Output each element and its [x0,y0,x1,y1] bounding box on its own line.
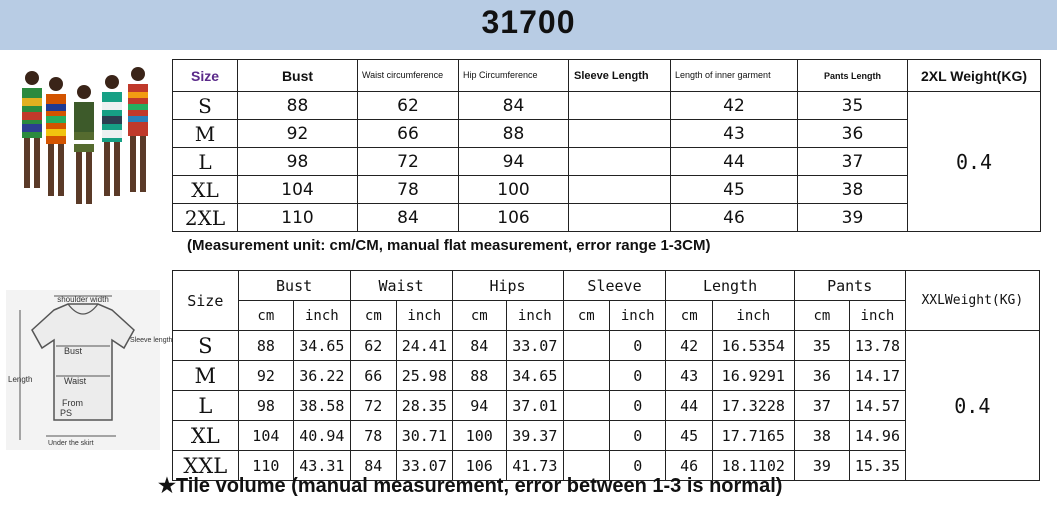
length-cm-cell: 44 [666,391,712,421]
length-inch-cell: 18.1102 [712,451,794,481]
bust-cm-cell: 98 [238,391,294,421]
diagram-label-ps: PS [60,408,73,418]
pants-cm-cell: 38 [794,421,850,451]
bust-inch-cell: 36.22 [294,361,351,391]
pants-cell: 36 [798,120,908,148]
sleeve-cell [569,204,671,232]
unit-inch: inch [850,301,906,331]
table1-header-pants: Pants Length [798,60,908,92]
length-cm-cell: 45 [666,421,712,451]
table2-header-size: Size [173,271,239,331]
diagram-label-sleeve: Sleeve length [130,337,173,344]
length-cell: 45 [671,176,798,204]
pants-inch-cell: 14.96 [850,421,906,451]
waist-cell: 66 [358,120,459,148]
hips-inch-cell: 33.07 [507,331,564,361]
unit-cm: cm [238,301,294,331]
table2-header-hips: Hips [452,271,563,301]
pants-cm-cell: 35 [794,331,850,361]
size-cell: XXL [173,451,239,481]
models-photo-illustration [14,60,154,232]
weight-cell: 0.4 [905,331,1039,481]
sleeve-cm-cell [563,391,609,421]
bust-cell: 92 [238,120,358,148]
product-code-title: 31700 [481,4,576,40]
bust-inch-cell: 43.31 [294,451,351,481]
table2-header-bust: Bust [238,271,350,301]
waist-inch-cell: 30.71 [397,421,453,451]
size-cell: M [173,361,239,391]
diagram-label-shoulder: shoulder width [57,295,109,304]
pants-inch-cell: 15.35 [850,451,906,481]
pants-cm-cell: 37 [794,391,850,421]
pants-inch-cell: 14.17 [850,361,906,391]
sleeve-inch-cell: 0 [609,451,666,481]
size-chart-cm [172,59,1041,232]
sleeve-cm-cell [563,421,609,451]
table2-header-weight: XXLWeight(KG) [905,271,1039,331]
pants-cell: 38 [798,176,908,204]
length-cell: 42 [671,92,798,120]
table1-header-row [173,60,1041,92]
bust-inch-cell: 34.65 [294,331,351,361]
hip-cell: 94 [459,148,569,176]
hips-inch-cell: 37.01 [507,391,564,421]
waist-cm-cell: 62 [350,331,396,361]
table1-header-sleeve: Sleeve Length [569,60,671,92]
unit-inch: inch [712,301,794,331]
sleeve-inch-cell: 0 [609,391,666,421]
diagram-label-length: Length [8,375,33,384]
hips-cm-cell: 100 [452,421,507,451]
table-row [173,331,1040,361]
hip-cell: 106 [459,204,569,232]
pants-cell: 39 [798,204,908,232]
table2-body [173,331,1040,481]
unit-inch: inch [397,301,453,331]
unit-cm: cm [666,301,712,331]
size-chart-cm-inch [172,270,1040,481]
garment-diagram [6,290,173,450]
measurement-note: (Measurement unit: cm/CM, manual flat measurement, error range 1-3CM) [187,237,711,254]
table1-header-hip: Hip Circumference [459,60,569,92]
unit-inch: inch [507,301,564,331]
sleeve-cell [569,148,671,176]
waist-cell: 78 [358,176,459,204]
waist-inch-cell: 28.35 [397,391,453,421]
hips-cm-cell: 84 [452,331,507,361]
length-inch-cell: 16.9291 [712,361,794,391]
size-cell: S [173,92,238,120]
hip-cell: 100 [459,176,569,204]
hips-inch-cell: 39.37 [507,421,564,451]
size-cell: L [173,391,239,421]
table1-header-size: Size [173,60,238,92]
hips-inch-cell: 34.65 [507,361,564,391]
hips-cm-cell: 88 [452,361,507,391]
sleeve-inch-cell: 0 [609,331,666,361]
length-inch-cell: 17.7165 [712,421,794,451]
size-cell: S [173,331,239,361]
diagram-label-bust: Bust [64,346,83,356]
table1-header-length: Length of inner garment [671,60,798,92]
size-cell: M [173,120,238,148]
hips-inch-cell: 41.73 [507,451,564,481]
waist-inch-cell: 25.98 [397,361,453,391]
pants-cm-cell: 36 [794,361,850,391]
table2-header-pants: Pants [794,271,905,301]
waist-cell: 62 [358,92,459,120]
sleeve-inch-cell: 0 [609,421,666,451]
bust-cell: 88 [238,92,358,120]
diagram-label-waist: Waist [64,376,87,386]
hips-cm-cell: 106 [452,451,507,481]
table2-header-length: Length [666,271,794,301]
waist-cm-cell: 78 [350,421,396,451]
waist-cell: 84 [358,204,459,232]
hip-cell: 84 [459,92,569,120]
bust-cell: 104 [238,176,358,204]
sleeve-cell [569,120,671,148]
table1-header-waist: Waist circumference [358,60,459,92]
bust-cm-cell: 110 [238,451,294,481]
bust-cm-cell: 88 [238,331,294,361]
length-inch-cell: 16.5354 [712,331,794,361]
waist-cm-cell: 66 [350,361,396,391]
waist-inch-cell: 33.07 [397,451,453,481]
sleeve-cm-cell [563,361,609,391]
table2-header-sleeve: Sleeve [563,271,666,301]
pants-inch-cell: 13.78 [850,331,906,361]
sleeve-inch-cell: 0 [609,361,666,391]
waist-inch-cell: 24.41 [397,331,453,361]
unit-inch: inch [609,301,666,331]
length-cell: 44 [671,148,798,176]
pants-cell: 37 [798,148,908,176]
hips-cm-cell: 94 [452,391,507,421]
table1-header-bust: Bust [238,60,358,92]
table1-header-weight: 2XL Weight(KG) [908,60,1041,92]
length-cell: 46 [671,204,798,232]
waist-cell: 72 [358,148,459,176]
diagram-label-skirt: Under the skirt [48,440,94,447]
unit-cm: cm [452,301,507,331]
sleeve-cm-cell [563,331,609,361]
size-cell: L [173,148,238,176]
garment-outline-illustration [6,290,173,450]
sleeve-cell [569,176,671,204]
hip-cell: 88 [459,120,569,148]
pants-cm-cell: 39 [794,451,850,481]
length-cm-cell: 43 [666,361,712,391]
length-cm-cell: 42 [666,331,712,361]
sleeve-cell [569,92,671,120]
bust-cell: 110 [238,204,358,232]
size-cell: XL [173,421,239,451]
table-row [173,92,1041,120]
bust-cell: 98 [238,148,358,176]
weight-cell: 0.4 [908,92,1041,232]
unit-inch: inch [294,301,351,331]
pants-inch-cell: 14.57 [850,391,906,421]
bust-cm-cell: 104 [238,421,294,451]
unit-cm: cm [563,301,609,331]
size-cell: XL [173,176,238,204]
bust-inch-cell: 40.94 [294,421,351,451]
waist-cm-cell: 84 [350,451,396,481]
footer-note: ★Tile volume (manual measurement, error between 1-3 is normal) [158,475,783,497]
table2-header-row [173,271,1040,301]
length-inch-cell: 17.3228 [712,391,794,421]
diagram-label-from: From [62,398,83,408]
title-banner [0,0,1057,50]
pants-cell: 35 [798,92,908,120]
models-photo [14,60,154,232]
size-cell: 2XL [173,204,238,232]
table2-header-waist: Waist [350,271,452,301]
bust-inch-cell: 38.58 [294,391,351,421]
unit-cm: cm [350,301,396,331]
bust-cm-cell: 92 [238,361,294,391]
unit-cm: cm [794,301,850,331]
length-cell: 43 [671,120,798,148]
length-cm-cell: 46 [666,451,712,481]
waist-cm-cell: 72 [350,391,396,421]
